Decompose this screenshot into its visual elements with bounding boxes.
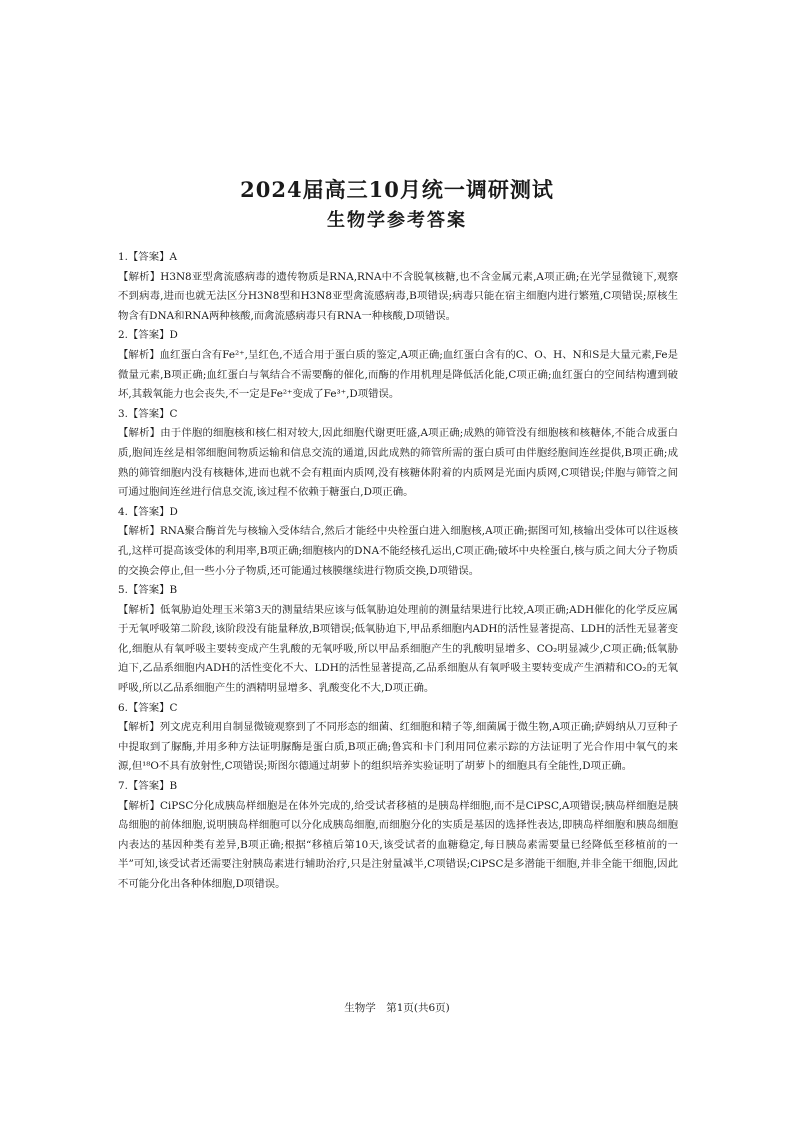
page-footer: 生物学 第1页(共6页): [344, 1002, 450, 1014]
answer-line: 3.【答案】C: [118, 407, 178, 420]
question-3: [118, 405, 678, 503]
answer-line: 1.【答案】A: [118, 251, 177, 263]
page-title: 2024届高三10月统一调研测试: [240, 177, 554, 202]
analysis-text: 【解析】由于伴胞的细胞核和核仁相对较大,因此细胞代谢更旺盛,A项正确;成熟的筛管没有细胞核和核糖体,不能合成蛋白质,胞间连丝是相邻细胞间物质运输和信息交流的通道,因此成熟的筛管所需的蛋白质可由伴胞经胞间连丝提供,B项正确;成熟的筛管细胞内没有核糖体,进而也就不会有粗面内质网,没有核糖体附着的内质网是光面内质网,C项错误;伴胞与筛管之间可通过胞间连丝进行信息交流,该过程不依赖于糖蛋白,D项正确。: [118, 427, 678, 499]
answer-line: 5.【答案】B: [118, 584, 178, 597]
answer-list: [118, 248, 678, 895]
question-5: [118, 581, 678, 699]
analysis-text: 【解析】低氧胁迫处理玉米第3天的测量结果应该与低氧胁迫处理前的测量结果进行比较,A项正确;ADH催化的化学反应属于无氧呼吸第二阶段,该阶段没有能量释放,B项错误;低氧胁迫下,甲品系细胞内ADH的活性显著提高、LDH的活性无显著变化,细胞从有氧呼吸主要转变成产生乳酸的无氧呼吸,所以甲品系细胞产生的乳酸明显增多、CO₂明显减少,C项正确;低氧胁迫下,乙品系细胞内ADH的活性变化不大、LDH的活性显著提高,乙品系细胞从有氧呼吸主要转变成产生酒精和CO₂的无氧呼吸,所以乙品系细胞产生的酒精明显增多、乳酸变化不大,D项正确。: [118, 603, 678, 695]
question-6: [118, 699, 678, 777]
answer-line: 7.【答案】B: [118, 780, 178, 793]
answer-line: 2.【答案】D: [118, 329, 178, 342]
question-1: [118, 248, 678, 326]
answer-line: 4.【答案】D: [118, 505, 178, 518]
analysis-text: 【解析】血红蛋白含有Fe²⁺,呈红色,不适合用于蛋白质的鉴定,A项正确;血红蛋白含有的C、O、H、N和S是大量元素,Fe是微量元素,B项正确;血红蛋白与氧结合不需要酶的催化,而酶的作用机理是降低活化能,C项正确;血红蛋白的空间结构遭到破坏,其载氧能力也会丧失,不一定是Fe²⁺变成了Fe³⁺,D项错误。: [118, 348, 678, 401]
question-7: [118, 777, 678, 895]
page-subtitle: 生物学参考答案: [327, 210, 467, 231]
analysis-text: 【解析】RNA聚合酶首先与核输入受体结合,然后才能经中央栓蛋白进入细胞核,A项正确;据图可知,核输出受体可以往返核孔,这样可提高该受体的利用率,B项正确;细胞核内的DNA不能经核孔运出,C项正确;破坏中央栓蛋白,核与质之间大分子物质的交换会停止,但一些小分子物质,还可能通过核膜继续进行物质交换,D项错误。: [118, 525, 678, 577]
question-4: [118, 503, 678, 581]
analysis-text: 【解析】CiPSC分化成胰岛样细胞是在体外完成的,给受试者移植的是胰岛样细胞,而不是CiPSC,A项错误;胰岛样细胞是胰岛细胞的前体细胞,说明胰岛样细胞可以分化成胰岛细胞,而细胞分化的实质是基因的选择性表达,即胰岛样细胞和胰岛细胞内表达的基因种类有差异,B项正确;根据“移植后第10天,该受试者的血糖稳定,每日胰岛素需要量已经降低至移植前的一半”可知,该受试者还需要注射胰岛素进行辅助治疗,只是注射量减半,C项错误;CiPSC是多潜能干细胞,并非全能干细胞,因此不可能分化出各种体细胞,D项错误。: [118, 799, 678, 890]
question-2: [118, 326, 678, 404]
analysis-text: 【解析】列文虎克利用自制显微镜观察到了不同形态的细菌、红细胞和精子等,细菌属于微生物,A项正确;萨姆纳从刀豆种子中提取到了脲酶,并用多种方法证明脲酶是蛋白质,B项正确;鲁宾和卡门利用同位素示踪的方法证明了光合作用中氧气的来源,但¹⁸O不具有放射性,C项错误;斯图尔德通过胡萝卜的组织培养实验证明了胡萝卜的细胞具有全能性,D项正确。: [118, 721, 678, 773]
analysis-text: 【解析】H3N8亚型禽流感病毒的遗传物质是RNA,RNA中不含脱氧核糖,也不含金属元素,A项正确;在光学显微镜下,观察不到病毒,进而也就无法区分H3N8型和H3N8亚型禽流感病毒,B项错误;病毒只能在宿主细胞内进行繁殖,C项错误;原核生物含有DNA和RNA两种核酸,而禽流感病毒只有RNA一种核酸,D项错误。: [118, 270, 678, 322]
answer-line: 6.【答案】C: [118, 701, 178, 714]
